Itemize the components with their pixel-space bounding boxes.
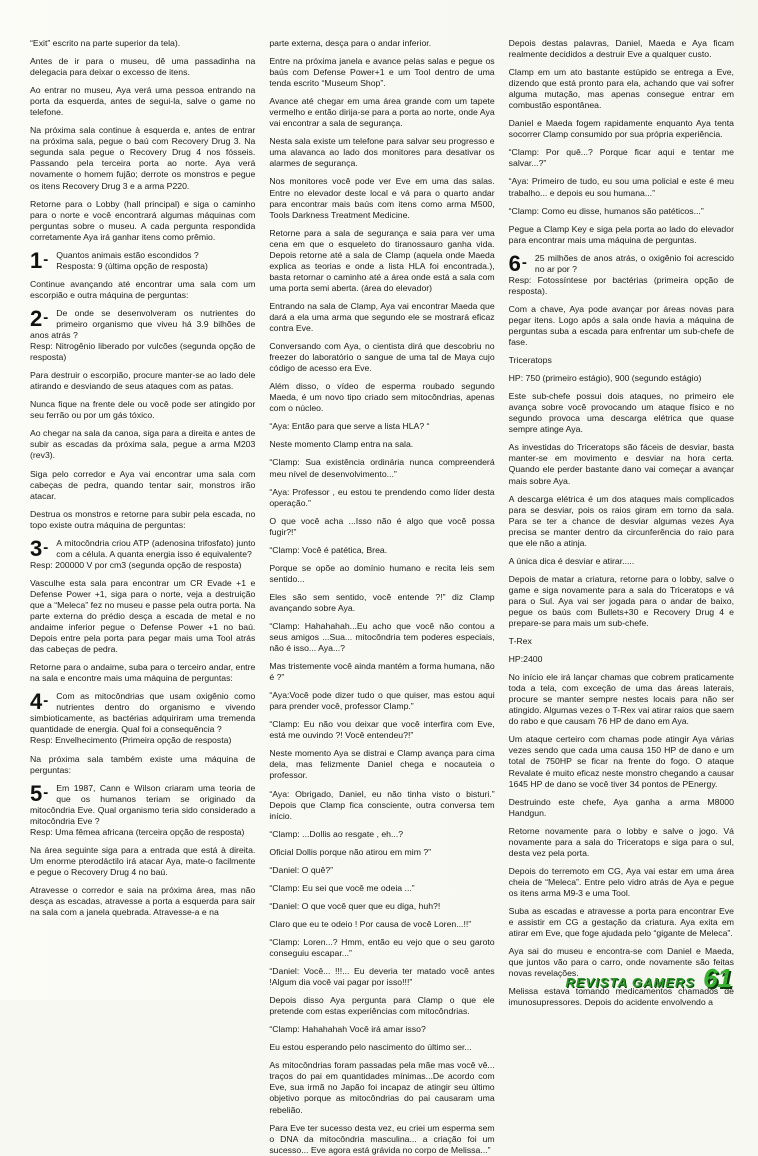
dialogue-line: “Clamp: Você é patética, Brea.	[269, 544, 388, 555]
paragraph: Na próxima sala continue à esquerda e, antes de entrar na próxima sala, pegue o baú com Recovery Drug 3. Na segunda sala pegue o Recovery Drug 4 nos fósseis. Passando pela terceira porta ao norte. Aya verá novamente o homem fujão; derrote os monstros e pegue os itens Recovery Drug 3 e a arma P220.	[30, 125, 256, 191]
dialogue-line: “Clamp: Hahahahah Você irá amar isso?	[269, 1024, 426, 1035]
dialogue-line: “Aya: Então para que serve a lista HLA? “	[269, 421, 430, 432]
question-text: 25 milhões de anos atrás, o oxigênio foi acrescido no ar por ?	[534, 252, 734, 274]
paragraph: Este sub-chefe possui dois ataques, no primeiro ele avança sobre você provocando um ataque físico e no segundo provoca uma descarga elétrica que quase sempre atinge Aya.	[508, 391, 734, 435]
paragraph: Retorne novamente para o lobby e salve o jogo. Vá novamente para a sala do Triceratops e siga para o sul, desta vez pela porta.	[508, 825, 734, 858]
paragraph: Antes de ir para o museu, dê uma passadinha na delegacia para deixar o excesso de itens.	[30, 56, 256, 78]
question-number: 3 -	[30, 539, 48, 558]
dialogue-line: Oficial Dollis porque não atirou em mim ?”	[269, 846, 432, 857]
paragraph: Aya sai do museu e encontra-se com Daniel e Maeda, que juntos vão para o carro, onde novamente são feitas novas revelações.	[508, 946, 734, 979]
paragraph: Pegue a Clamp Key e siga pela porta ao lado do elevador para encontrar mais uma máquina de perguntas.	[508, 223, 734, 245]
question-answer: Resp: Envelhecimento (Primeira opção de resposta)	[30, 735, 232, 746]
dialogue-line: Eles são sem sentido, você entende ?!” diz Clamp avançando sobre Aya.	[269, 591, 495, 613]
paragraph: Retorne para a sala de segurança e saia para ver uma cena em que o esqueleto do tiranossauro ganha vida. Depois retorne até a sala de Clamp (aquela onde Maeda explica as teorias e onde a lista HLA foi encontrada.), basta retornar o caminho até a área onde está a sala com uma porta semi aberta. (área do elevador)	[269, 227, 495, 293]
question-text: Com as mitocôndrias que usam oxigênio como nutrientes dentro do organismo e vivendo simbioticamente, as bactérias adquiriram uma tremenda quantidade de energia. Qual foi a consequência ?	[30, 691, 256, 735]
paragraph: Para destruir o escorpião, procure manter-se ao lado dele atirando e desviando de seus ataques com as patas.	[30, 370, 256, 392]
dialogue-line: “Daniel: O que você quer que eu diga, huh?!	[269, 900, 441, 911]
paragraph: Depois de matar a criatura, retorne para o lobby, salve o game e siga novamente para a sala do Triceratops e vá para o Sul. Aya vai ser jogada para o andar de baixo, pegue os baús com Bullets+30 e Recovery Drug 4 e prepare-se para mais um sub-chefe.	[508, 573, 734, 629]
question-answer: Resposta: 9 (última opção de resposta)	[56, 260, 208, 271]
dialogue-line: “Clamp: Por quê...? Porque ficar aqui e tentar me salvar...?”	[508, 147, 734, 169]
dialogue-line: “Clamp: Hahahahah...Eu acho que você não contou a seus amigos ...Sua... mitocôndria tem poderes especiais, não é isso... Aya...?	[269, 620, 495, 654]
question-answer: Resp: Fotossíntese por bactérias (primeira opção de resposta).	[508, 274, 734, 296]
question-text: A mitocôndria criou ATP (adenosina trifosfato) junto com a célula. A quanta energia isso é equivalente?	[56, 537, 256, 559]
paragraph: parte externa, desça para o andar inferior.	[269, 38, 432, 48]
paragraph: Continue avançando até encontrar uma sala com um escorpião e outra máquina de perguntas:	[30, 278, 256, 300]
paragraph: Atravesse o corredor e saia na próxima área, mas não desça as escadas, atravesse a porta a esquerda para sair na sala com a janela quebrada. Atravesse-a e na	[30, 885, 256, 918]
dialogue-line: “Aya: Professor , eu estou te prendendo como líder desta operação.”	[269, 486, 495, 508]
paragraph: Clamp em um ato bastante estúpido se entrega a Eve, dizendo que está pronto para ela, achando que vai sofrer alguma mutação, mas apenas consegue entrar em combustão espontânea.	[508, 67, 734, 111]
dialogue-line: Claro que eu te odeio ! Por causa de você Loren...!!”	[269, 918, 472, 929]
paragraph: Um ataque certeiro com chamas pode atingir Aya várias vezes sendo que cada uma causa 150 HP de dano e um total de 750HP se ficar na frente do fogo. O ataque Revalate é muito eficaz neste monstro chegando a causar 1645 HP de dano se você tiver 34 pontos de PEnergy.	[508, 734, 734, 789]
dialogue-line: “Daniel: O quê?”	[269, 864, 334, 875]
page-footer	[565, 963, 733, 993]
dialogue-line: “Clamp: Como eu disse, humanos são patéticos...”	[508, 205, 704, 216]
paragraph: Nos monitores você pode ver Eve em uma das salas. Entre no elevador deste local e vá para o quarto andar para encontrar mais baús com itens como arma M500, Tools Darkness Treatment Medicine.	[269, 176, 495, 220]
dialogue-line: Eu estou esperando pelo nascimento do último ser...	[269, 1042, 472, 1053]
dialogue-line: Neste momento Aya se distrai e Clamp avança para cima dela, mas felizmente Daniel chega e nocauteia o professor.	[269, 748, 495, 781]
paragraph: Além disso, o vídeo de esperma roubado segundo Maeda, é um novo tipo criado sem mitocôndrias, apenas com o núcleo.	[269, 381, 495, 414]
question-3	[30, 535, 256, 571]
column-2	[269, 38, 495, 1155]
paragraph: Destruindo este chefe, Aya ganha a arma M8000 Handgun.	[508, 796, 734, 818]
boss-name: Triceratops	[508, 355, 552, 366]
paragraph: Retorne para o andaime, suba para o terceiro andar, entre na sala e encontre mais uma máquina de perguntas:	[30, 662, 256, 684]
question-answer: Resp: Nitrogênio liberado por vulcões (segunda opção de resposta)	[30, 341, 256, 363]
paragraph: Na próxima sala também existe uma máquina de perguntas:	[30, 753, 256, 775]
question-number: 5 -	[30, 784, 48, 803]
boss-hp: HP: 750 (primeiro estágio), 900 (segundo estágio)	[508, 373, 702, 384]
dialogue-line: Porque se opõe ao domínio humano e recita leis sem sentido...	[269, 562, 495, 584]
paragraph: Suba as escadas e atravesse a porta para encontrar Eve e assistir em CG a gestação da criatura. Aya exita em atirar em Eve, que foge ajudada pelo “gigante de Meleca”.	[508, 906, 734, 939]
dialogue-line: Neste momento Clamp entra na sala.	[269, 439, 414, 450]
paragraph: Depois do terremoto em CG, Aya vai estar em uma área cheia de “Meleca”. Entre pelo vidro atrás de Aya e pegue os itens arma M9-3 e uma Tool.	[508, 865, 734, 898]
paragraph: Conversando com Aya, o cientista dirá que descobriu no freezer do laboratório o sangue de uma tal de Maya cujo código de acesso era Eve.	[269, 341, 495, 374]
dialogue-line: “Clamp: Eu não vou deixar que você interfira com Eve, está me ouvindo ?! Você entendeu?!”	[269, 719, 495, 741]
question-text: De onde se desenvolveram os nutrientes do primeiro organismo que viveu há 3.9 bilhões de anos atrás ?	[30, 307, 256, 341]
paragraph: A descarga elétrica é um dos ataques mais complicados para se desviar, pois os raios giram em torno da sala. Para se ter a chance de desviar algumas vezes Aya precisa se manter dentro da circunferência do raio para que ele não a atinja.	[508, 493, 734, 548]
dialogue-line: “Clamp: ...Dollis ao resgate , eh...?	[269, 828, 404, 839]
paragraph: Com a chave, Aya pode avançar por áreas novas para pegar itens. Logo após a sala onde havia a máquina de perguntas suba a escada para enfrentar um sub-chefe de fase.	[508, 303, 734, 348]
dialogue-line: “Clamp: Sua existência ordinária nunca compreenderá meu nível de desenvolvimento...”	[269, 457, 495, 479]
paragraph: Melissa estava tomando medicamentos chamados de imunosupressores. Depois do acidente envolvendo a	[508, 986, 734, 1008]
question-2	[30, 305, 256, 363]
paragraph: “Exit” escrito na parte superior da tela).	[30, 38, 181, 48]
question-answer: Resp: Uma fêmea africana (terceira opção de resposta)	[30, 826, 245, 837]
dialogue-line: “Aya: Obrigado, Daniel, eu não tinha visto o bisturi.” Depois que Clamp fica consciente, outra conversa tem início.	[269, 788, 495, 821]
paragraph: As investidas do Triceratops são fáceis de desviar, basta manter-se em movimento e desviar na hora certa. Quando ele perder bastante dano vai começar a avançar mais sobre Aya.	[508, 442, 734, 486]
question-text: Quantos animais estão escondidos ?	[56, 249, 199, 260]
question-1	[30, 247, 255, 273]
paragraph: No início ele irá lançar chamas que cobrem praticamente toda a tela, com exceção de uma das áreas laterais, procure se manter sempre nestes locais para não ser atingido. Algumas vezes o T-Rex vai atirar raios que saem do rabo e que causam 76 HP de dano em Aya.	[508, 672, 734, 727]
paragraph: Destrua os monstros e retorne para subir pela escada, no topo existe outra máquina de perguntas:	[30, 508, 256, 530]
boss-hp: HP:2400	[508, 654, 543, 665]
dialogue-line: “Clamp: Loren...? Hmm, então eu vejo que o seu garoto conseguiu escapar...”	[269, 936, 495, 958]
question-number: 4 -	[30, 692, 48, 711]
dialogue-line: As mitocôndrias foram passadas pela mãe mas você vê... traços do pai em quantidades mínimas...De acordo com Eve, sua irmã no Japão foi incapaz de atingir seu último objetivo porque as mitocôndrias do pai causaram uma rebelião.	[269, 1060, 495, 1115]
paragraph: Na área seguinte siga para a entrada que está à direita. Um enorme pterodáctilo irá atacar Aya, mate-o facilmente e pegue o Recovery Drug 4 no baú.	[30, 844, 256, 877]
column-1	[30, 38, 255, 968]
paragraph: A única dica é desviar e atirar.....	[508, 555, 635, 566]
boss-name: T-Rex	[508, 636, 532, 647]
question-6	[508, 250, 734, 297]
paragraph: Ao chegar na sala da canoa, siga para a direita e antes de subir as escadas da próxima sala, pegue a arma M203 (rev3).	[30, 428, 256, 461]
paragraph: Avance até chegar em uma área grande com um tapete vermelho e então dirija-se para a porta ao norte, onde Aya vai encontrar a sala de segurança.	[269, 96, 495, 129]
dialogue-line: Mas tristemente você ainda mantém a forma humana, não é ?”	[269, 661, 495, 683]
paragraph: Entre na próxima janela e avance pelas salas e pegue os baús com Defense Power+1 e um Tool dentro de uma tenda escrito “Museum Shop”.	[269, 56, 495, 89]
paragraph: Siga pelo corredor e Aya vai encontrar uma sala com cabeças de pedra, quando tentar sair, monstros irão atacar.	[30, 468, 256, 501]
dialogue-line: “Daniel: Você... !!!... Eu deveria ter matado você antes !Algum dia você vai pagar por isso!!!”	[269, 966, 495, 988]
question-number: 6 -	[509, 254, 527, 273]
magazine-brand: REVISTA GAMERS	[565, 975, 696, 990]
question-number: 2 -	[30, 309, 48, 328]
question-5	[30, 780, 256, 838]
question-number: 1 -	[30, 251, 48, 270]
paragraph: Nunca fique na frente dele ou você pode ser atingido por seu ferrão ou por um gás tóxico.	[30, 399, 256, 421]
dialogue-line: “Clamp: Eu sei que você me odeia ...”	[269, 882, 415, 893]
question-text: Em 1987, Cann e Wilson criaram uma teoria de que os humanos teriam se originado da mitocôndria Eve. Qual organismo teria sido considerado a mitocôndria Eve ?	[30, 782, 256, 826]
paragraph: Vasculhe esta sala para encontrar um CR Evade +1 e Defense Power +1, siga para o norte, veja a destruição que a “Meleca” fez no museu e passe pela outra porta. Na parte externa do prédio desça a escada de metal e no andaime inferior pegue o Defense Power +1 no baú. Depois entre pela porta para pegar mais uma Tool atrás das cabeças de pedra.	[30, 577, 256, 655]
paragraph: Daniel e Maeda fogem rapidamente enquanto Aya tenta socorrer Clamp consumido por sua própria experiência.	[508, 118, 734, 140]
paragraph: Depois destas palavras, Daniel, Maeda e Aya ficam realmente decididos a destruir Eve a qualquer custo.	[508, 38, 734, 60]
dialogue-line: “Aya: Primeiro de tudo, eu sou uma policial e este é meu trabalho... e depois eu sou humana...”	[508, 176, 734, 198]
dialogue-line: O que você acha ...Isso não é algo que você possa fugir?!”	[269, 515, 495, 537]
page-number: 61	[703, 963, 732, 993]
paragraph: Retorne para o Lobby (hall principal) e siga o caminho para o norte e você encontrará algumas máquinas com perguntas sobre o museu. A cada pergunta respondida corretamente Aya irá ganhar itens como prêmio.	[30, 198, 256, 242]
question-4	[30, 691, 255, 746]
dialogue-line: Depois disso Aya pergunta para Clamp o que ele pretende com estas experiências com mitocôndrias.	[269, 995, 495, 1017]
dialogue-line: “Aya:Você pode dizer tudo o que quiser, mas estou aqui para prender você, professor Clamp.”	[269, 690, 495, 712]
question-answer: Resp: 200000 V por cm3 (segunda opção de resposta)	[30, 559, 242, 570]
paragraph: Entrando na sala de Clamp, Aya vai encontrar Maeda que dará a ela uma arma que segundo ele se mostrará eficaz contra Eve.	[269, 300, 495, 334]
paragraph: Nesta sala existe um telefone para salvar seu progresso e uma alavanca ao lado dos monitores para desativar os alarmes de segurança.	[269, 136, 495, 169]
paragraph: Ao entrar no museu, Aya verá uma pessoa entrando na porta da esquerda, antes de segui-la, salve o game no telefone.	[30, 85, 256, 118]
dialogue-line: Para Eve ter sucesso desta vez, eu criei um esperma sem o DNA da mitocôndria masculina... a criação foi um sucesso... Eve agora está grávida no corpo de Melissa...”	[269, 1122, 495, 1155]
